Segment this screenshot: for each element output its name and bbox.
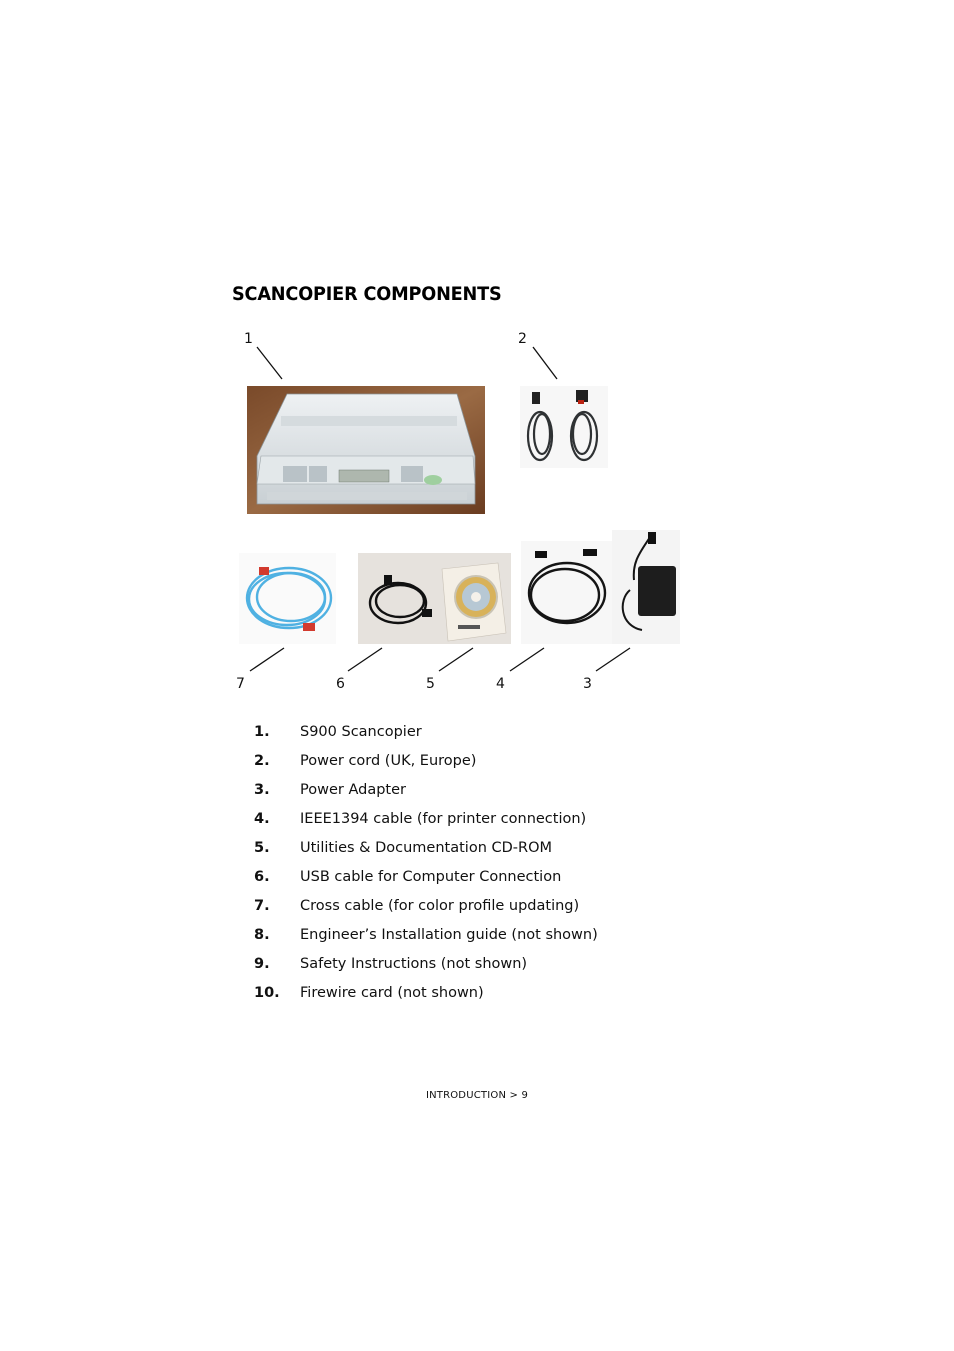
callout-7: 7	[236, 676, 245, 692]
list-item-number: 10.	[254, 985, 280, 1001]
list-item-label: Engineer’s Installation guide (not shown)	[300, 927, 598, 943]
list-item-number: 9.	[254, 956, 270, 972]
leader-line-4	[510, 648, 544, 671]
scancopier-photo	[247, 386, 485, 514]
list-item-label: Power cord (UK, Europe)	[300, 753, 477, 769]
callout-2: 2	[518, 331, 527, 347]
list-item-number: 2.	[254, 753, 270, 769]
list-item-number: 4.	[254, 811, 270, 827]
callout-3: 3	[583, 676, 592, 692]
list-item-number: 6.	[254, 869, 270, 885]
list-item-number: 1.	[254, 724, 270, 740]
list-item-label: IEEE1394 cable (for printer connection)	[300, 811, 587, 827]
cross-cable-photo	[239, 553, 336, 644]
callout-4: 4	[496, 676, 505, 692]
list-item-label: Utilities & Documentation CD-ROM	[300, 840, 553, 856]
leader-line-5	[439, 648, 473, 671]
list-item-label: Power Adapter	[300, 782, 406, 798]
leader-line-3	[596, 648, 630, 671]
list-item-number: 7.	[254, 898, 270, 914]
list-item-number: 3.	[254, 782, 270, 798]
page-footer: INTRODUCTION > 9	[425, 1090, 529, 1101]
leader-line-7	[250, 648, 284, 671]
callout-6: 6	[336, 676, 345, 692]
power-cord-photo	[520, 386, 608, 468]
list-item-label: Safety Instructions (not shown)	[300, 956, 528, 972]
list-item-number: 5.	[254, 840, 270, 856]
list-item-label: Firewire card (not shown)	[300, 985, 484, 1001]
callout-5: 5	[426, 676, 435, 692]
list-item-label: USB cable for Computer Connection	[300, 869, 562, 885]
usb-cable-and-cdrom-photo	[358, 553, 511, 644]
list-item-number: 8.	[254, 927, 270, 943]
leader-line-6	[348, 648, 382, 671]
page-title: SCANCOPIER COMPONENTS	[232, 283, 502, 305]
list-item-label: S900 Scancopier	[300, 724, 422, 740]
leader-line-2	[533, 347, 557, 379]
leader-line-1	[257, 347, 282, 379]
callout-1: 1	[244, 331, 253, 347]
list-item-label: Cross cable (for color profile updating)	[300, 898, 580, 914]
ieee1394-cable-photo	[521, 541, 612, 644]
power-adapter-photo	[612, 530, 680, 644]
